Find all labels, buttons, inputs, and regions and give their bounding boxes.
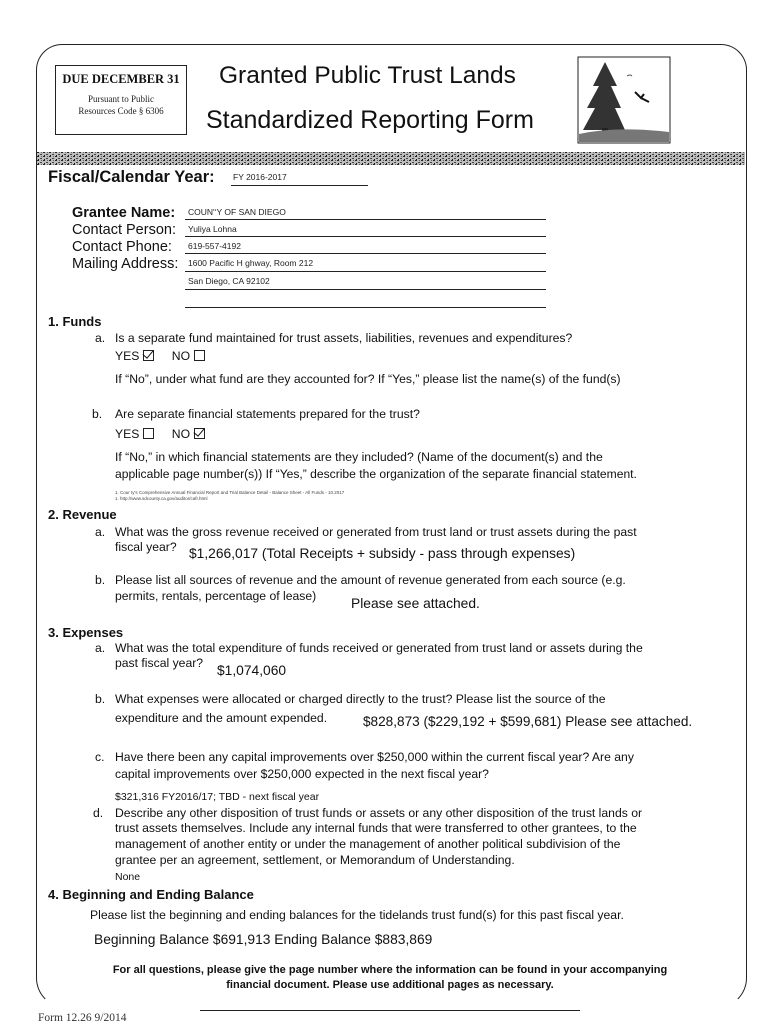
due-date-title: DUE DECEMBER 31: [62, 72, 180, 86]
footer-rule: [200, 1010, 580, 1011]
expenses-c-question-1: Have there been any capital improvements over $250,000 within the current fiscal year? Are any: [115, 750, 634, 764]
revenue-a-answer: $1,266,017 (Total Receipts + subsidy - pass through expenses): [189, 546, 576, 561]
grantee-name-label: Grantee Name:: [72, 205, 176, 221]
balance-answer: Beginning Balance $691,913 Ending Balance $883,869: [94, 932, 433, 947]
expenses-d-question-2: trust assets themselves. Include any internal funds that were transferred to other grantees, to the: [115, 821, 637, 835]
expenses-d-question-3: management of another entity or under the management of another political subdivision of the: [115, 837, 621, 851]
revenue-a-letter: a.: [95, 525, 106, 539]
fiscal-year-label: Fiscal/Calendar Year:: [48, 168, 215, 186]
due-date-citation: Pursuant to Public Resources Code § 6306: [78, 94, 164, 116]
contact-phone-underline: [185, 253, 546, 254]
funds-b-followup-2: applicable page number(s)) If “Yes,” describe the organization of the separate financial statement.: [115, 467, 637, 481]
funds-b-yes-checkbox[interactable]: [143, 428, 154, 439]
section-expenses-heading: 3. Expenses: [48, 625, 124, 640]
expenses-a-answer: $1,074,060: [217, 663, 287, 678]
expenses-d-question-1: Describe any other disposition of trust funds or assets or any other disposition of the trust lands or: [115, 806, 643, 820]
revenue-a-question-1: What was the gross revenue received or generated from trust land or trust assets during the past: [115, 525, 637, 539]
funds-a-no-checkbox[interactable]: [194, 350, 205, 361]
mailing-address-line-1: 1600 Pacific H ghway, Room 212: [188, 258, 314, 268]
expenses-b-question-1: What expenses were allocated or charged directly to the trust? Please list the source of the: [115, 692, 606, 706]
funds-b-followup-1: If “No,” in which financial statements are they included? (Name of the document(s) and the: [115, 450, 603, 464]
decorative-band: [37, 152, 745, 165]
funds-a-question: Is a separate fund maintained for trust assets, liabilities, revenues and expenditures?: [115, 331, 573, 345]
expenses-a-question-1: What was the total expenditure of funds received or generated from trust land or assets during the: [115, 641, 643, 655]
expenses-d-question-4: grantee per an agreement, settlement, or Memorandum of Understanding.: [115, 853, 515, 867]
footer-instructions: [40, 963, 740, 993]
mailing-address-underline-1: [185, 271, 546, 272]
funds-a-options: YES NO: [115, 349, 205, 364]
due-date-box: [55, 65, 187, 135]
footer-note-line-1: For all questions, please give the page number where the information can be found in your accompanying: [112, 964, 668, 976]
fiscal-year-value: FY 2016-2017: [233, 172, 287, 182]
funds-a-followup: If “No”, under what fund are they accounted for? If “Yes,” please list the name(s) of the fund(s): [115, 372, 621, 386]
funds-b-note-2: 1. http://www.sdcounty.ca.gov/auditor/cafr.html: [115, 496, 208, 501]
expenses-a-letter: a.: [95, 641, 106, 655]
revenue-b-answer: Please see attached.: [351, 596, 480, 611]
expenses-b-question-2: expenditure and the amount expended.: [115, 711, 328, 725]
expenses-c-letter: c.: [95, 750, 105, 764]
expenses-b-letter: b.: [95, 692, 106, 706]
expenses-b-answer: $828,873 ($229,192 + $599,681) Please see attached.: [363, 714, 693, 729]
expenses-a-question-2: past fiscal year?: [115, 656, 204, 670]
tree-logo-icon: [577, 56, 671, 144]
section-balance-heading: 4. Beginning and Ending Balance: [48, 887, 254, 902]
revenue-b-question-2: permits, rentals, percentage of lease): [115, 589, 317, 603]
expenses-c-answer: $321,316 FY2016/17; TBD - next fiscal year: [115, 791, 320, 803]
mailing-address-line-2: San Diego, CA 92102: [188, 276, 270, 286]
section-revenue-heading: 2. Revenue: [48, 507, 117, 522]
funds-b-letter: b.: [92, 407, 103, 421]
revenue-b-letter: b.: [95, 573, 106, 587]
contact-person-value: Yuliya Lohna: [188, 224, 237, 234]
fiscal-year-underline: [231, 185, 368, 186]
mailing-address-label: Mailing Address:: [72, 256, 179, 272]
grantee-name-underline: [185, 219, 546, 220]
balance-question: Please list the beginning and ending balances for the tidelands trust fund(s) for this past fiscal year.: [90, 908, 624, 922]
funds-b-note-1: 1. Cour ty's Comprehensive Annual Financial Report and Trial Balance Detail - Balance Sheet - All Funds - 10.2017: [115, 490, 345, 495]
form-title-line-1: Granted Public Trust Lands: [219, 62, 516, 89]
funds-b-options: YES NO: [115, 427, 205, 442]
funds-a-letter: a.: [95, 331, 106, 345]
expenses-c-question-2: capital improvements over $250,000 expected in the next fiscal year?: [115, 767, 489, 781]
funds-b-question: Are separate financial statements prepared for the trust?: [115, 407, 420, 421]
revenue-a-question-2: fiscal year?: [115, 540, 177, 554]
mailing-address-underline-2: [185, 289, 546, 290]
mailing-address-underline-3: [185, 307, 546, 308]
funds-a-yes-checkbox[interactable]: [143, 350, 154, 361]
contact-person-label: Contact Person:: [72, 222, 176, 238]
funds-b-no-checkbox[interactable]: [194, 428, 205, 439]
contact-phone-label: Contact Phone:: [72, 239, 172, 255]
contact-phone-value: 619-557-4192: [188, 241, 241, 251]
revenue-b-question-1: Please list all sources of revenue and the amount of revenue generated from each source (e.g.: [115, 573, 626, 587]
form-title-line-2: Standardized Reporting Form: [206, 106, 534, 134]
expenses-d-letter: d.: [93, 806, 104, 820]
expenses-d-answer: None: [115, 871, 141, 883]
section-funds-heading: 1. Funds: [48, 314, 102, 329]
form-id: Form 12.26 9/2014: [38, 1012, 127, 1024]
grantee-name-value: COUN'‘Y OF SAN DIEGO: [188, 207, 286, 217]
footer-note-line-2: financial document. Please use additional pages as necessary.: [226, 979, 554, 991]
contact-person-underline: [185, 236, 546, 237]
